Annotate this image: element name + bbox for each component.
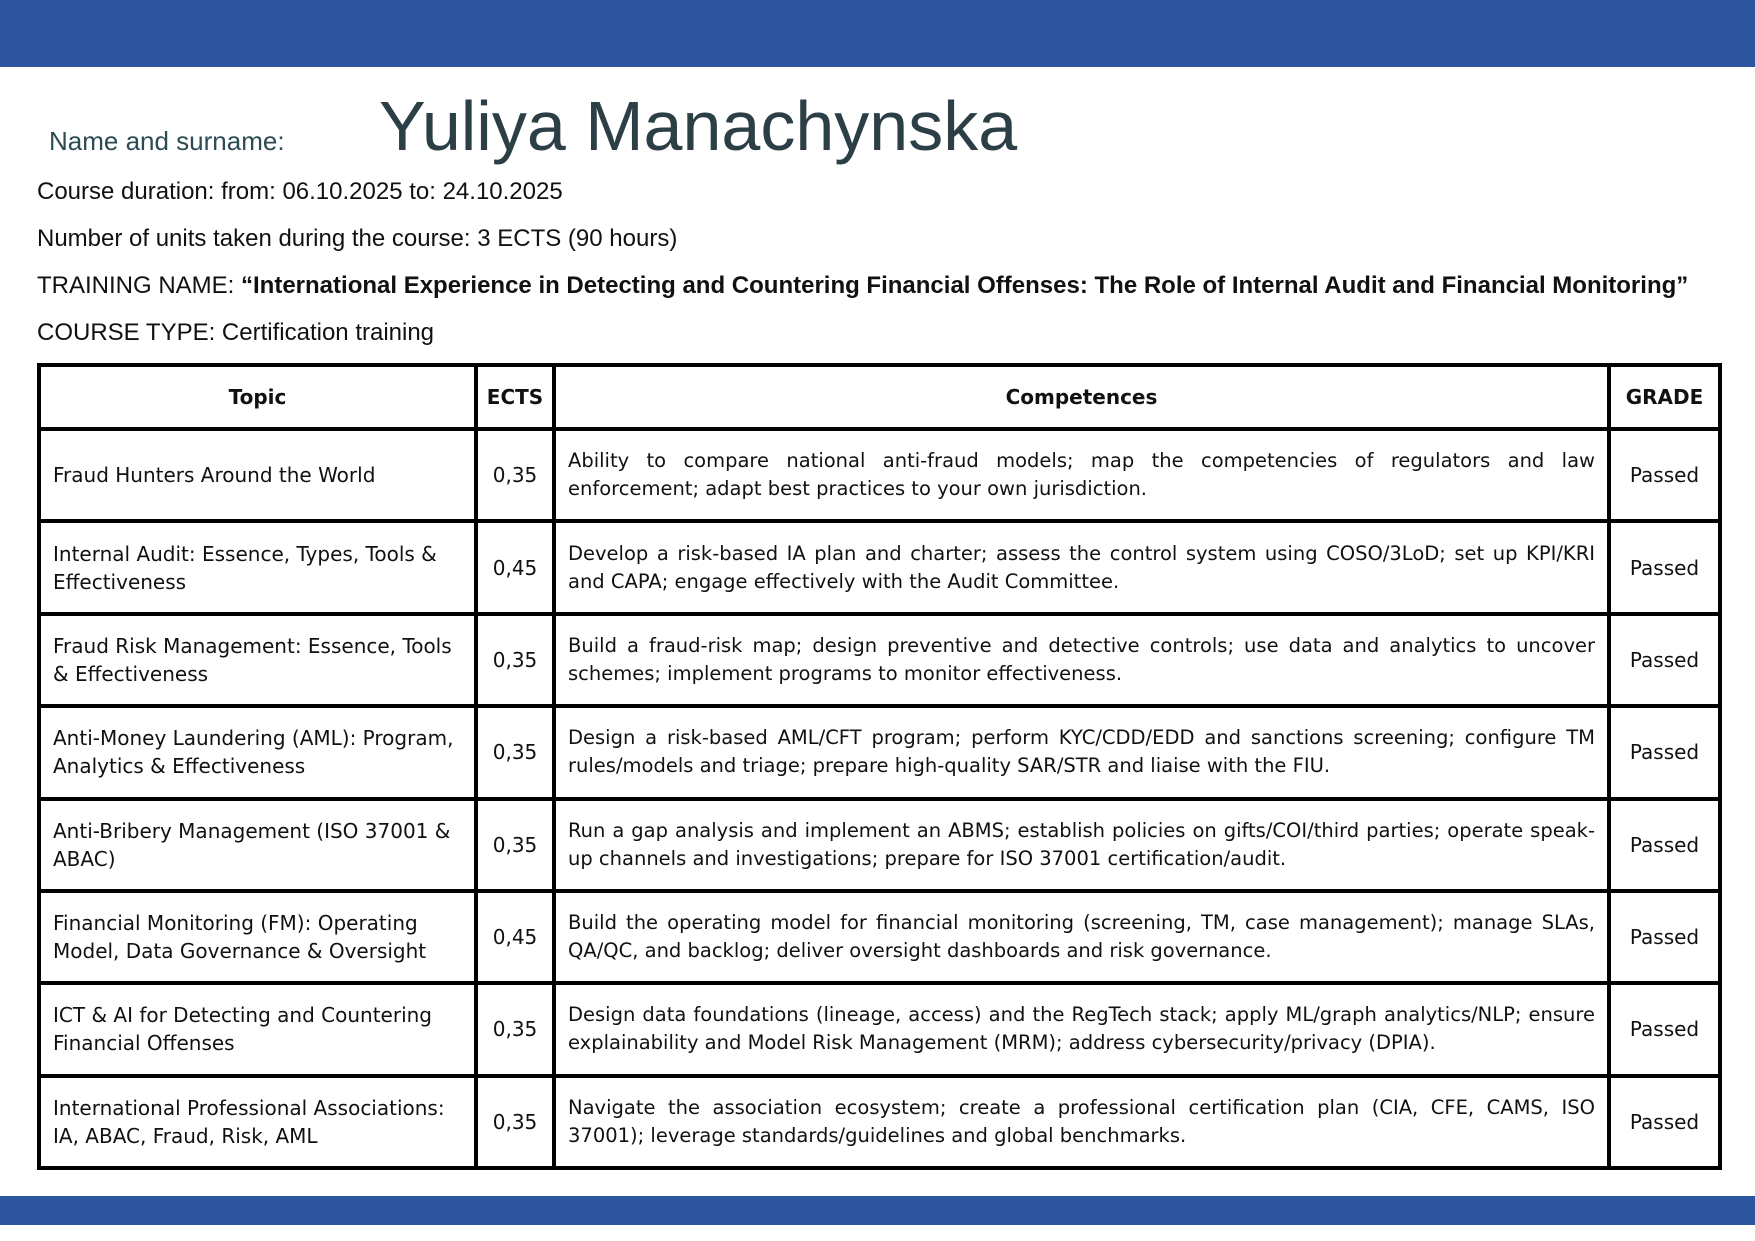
header-ects: ECTS [476, 365, 554, 429]
competences-cell: Design a risk-based AML/CFT program; perform KYC/CDD/EDD and sanctions screening; configure TM rules/models and triage; prepare high-quality SAR/STR and liaise with the FIU. [554, 706, 1609, 798]
training-name-label: TRAINING NAME: [37, 272, 242, 299]
table-row [39, 614, 1720, 706]
header-grade: GRADE [1609, 365, 1720, 429]
bottom-color-band [0, 1196, 1755, 1225]
ects-cell: 0,35 [476, 429, 554, 521]
topic-cell: Financial Monitoring (FM): Operating Model, Data Governance & Oversight [39, 891, 476, 983]
topic-cell: International Professional Associations: IA, ABAC, Fraud, Risk, AML [39, 1076, 476, 1168]
grade-cell: Passed [1609, 891, 1720, 983]
table-row [39, 891, 1720, 983]
ects-cell: 0,35 [476, 1076, 554, 1168]
topic-cell: Fraud Hunters Around the World [39, 429, 476, 521]
ects-cell: 0,35 [476, 614, 554, 706]
ects-cell: 0,45 [476, 521, 554, 613]
competences-cell: Build the operating model for financial monitoring (screening, TM, case management); manage SLAs, QA/QC, and backlog; deliver oversight dashboards and risk governance. [554, 891, 1609, 983]
grade-cell: Passed [1609, 1076, 1720, 1168]
course-duration: Course duration: from: 06.10.2025 to: 24.10.2025 [37, 178, 563, 205]
table-row [39, 706, 1720, 798]
grade-cell: Passed [1609, 614, 1720, 706]
training-name-title: “International Experience in Detecting and Countering Financial Offenses: The Role of Internal Audit and Financial Monitoring” [241, 272, 1689, 299]
header-topic: Topic [39, 365, 476, 429]
name-section [49, 86, 1709, 176]
competences-cell: Navigate the association ecosystem; create a professional certification plan (CIA, CFE, CAMS, ISO 37001); leverage standards/guidelines and global benchmarks. [554, 1076, 1609, 1168]
ects-cell: 0,35 [476, 983, 554, 1075]
grades-table [37, 363, 1722, 1170]
topic-cell: Anti-Money Laundering (AML): Program, Analytics & Effectiveness [39, 706, 476, 798]
units-taken: Number of units taken during the course: 3 ECTS (90 hours) [37, 225, 678, 252]
ects-cell: 0,35 [476, 706, 554, 798]
grade-cell: Passed [1609, 429, 1720, 521]
topic-cell: ICT & AI for Detecting and Countering Financial Offenses [39, 983, 476, 1075]
header-competences: Competences [554, 365, 1609, 429]
name-label: Name and surname: [49, 126, 285, 156]
ects-cell: 0,35 [476, 799, 554, 891]
table-row [39, 799, 1720, 891]
competences-cell: Ability to compare national anti-fraud models; map the competencies of regulators and law enforcement; adapt best practices to your own jurisdiction. [554, 429, 1609, 521]
competences-cell: Design data foundations (lineage, access) and the RegTech stack; apply ML/graph analytics/NLP; ensure explainability and Model Risk Management (MRM); address cybersecurity/privacy (DPIA). [554, 983, 1609, 1075]
grade-cell: Passed [1609, 799, 1720, 891]
topic-cell: Fraud Risk Management: Essence, Tools & Effectiveness [39, 614, 476, 706]
topic-cell: Anti-Bribery Management (ISO 37001 & ABAC) [39, 799, 476, 891]
ects-cell: 0,45 [476, 891, 554, 983]
grade-cell: Passed [1609, 983, 1720, 1075]
grade-cell: Passed [1609, 706, 1720, 798]
course-type: COURSE TYPE: Certification training [37, 319, 435, 346]
training-name [37, 272, 1688, 300]
table-header-row [39, 365, 1720, 429]
competences-cell: Build a fraud-risk map; design preventive and detective controls; use data and analytics to uncover schemes; implement programs to monitor effectiveness. [554, 614, 1609, 706]
table-row [39, 1076, 1720, 1168]
competences-cell: Run a gap analysis and implement an ABMS; establish policies on gifts/COI/third parties; operate speak-up channels and investigations; prepare for ISO 37001 certification/audit. [554, 799, 1609, 891]
participant-name: Yuliya Manachynska [379, 87, 1018, 165]
competences-cell: Develop a risk-based IA plan and charter; assess the control system using COSO/3LoD; set up KPI/KRI and CAPA; engage effectively with the Audit Committee. [554, 521, 1609, 613]
top-color-band [0, 0, 1755, 67]
topic-cell: Internal Audit: Essence, Types, Tools & Effectiveness [39, 521, 476, 613]
table-row [39, 983, 1720, 1075]
grade-cell: Passed [1609, 521, 1720, 613]
table-row [39, 521, 1720, 613]
table-row [39, 429, 1720, 521]
